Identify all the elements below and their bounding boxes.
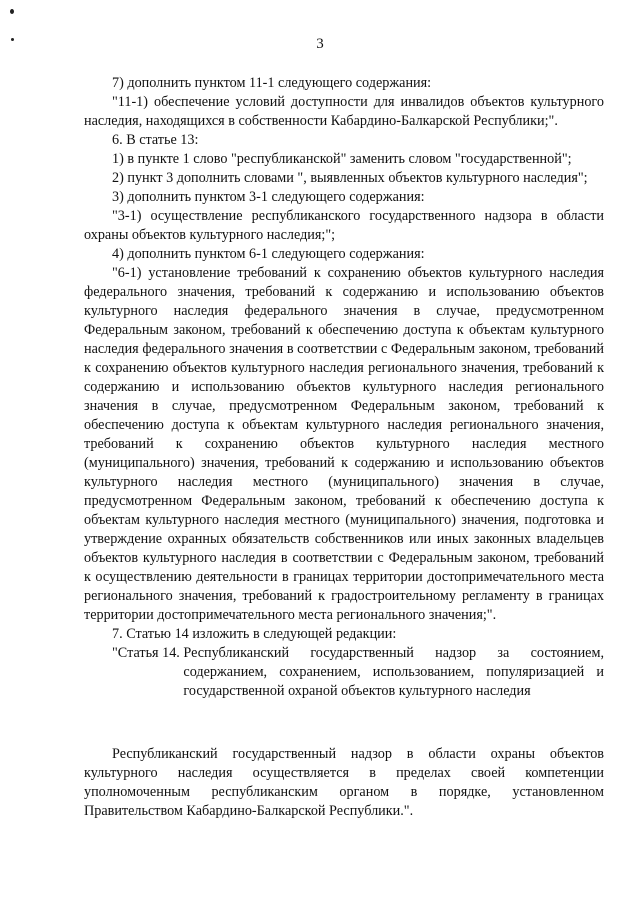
page-number: 3	[316, 36, 324, 52]
paragraph: "11-1) обеспечение условий доступности для инвалидов объектов культурного наследия, находящихся в собственности Кабардино-Балкарской Республики;".	[84, 94, 604, 129]
scan-speck	[10, 9, 14, 14]
paragraph: 2) пункт 3 дополнить словами ", выявленных объектов культурного наследия";	[112, 170, 588, 186]
article-label: "Статья 14.	[112, 645, 184, 661]
paragraph: 4) дополнить пунктом 6-1 следующего содержания:	[112, 246, 425, 262]
paragraph: "6-1) установление требований к сохранению объектов культурного наследия федерального значения, требований к содержанию и использованию объектов культурного наследия федерального значения в случае, предусмотренном Федеральным законом, требований к обеспечению доступа к объектам культурного наследия федерального значения в соответствии с Федеральным законом, требований к сохранению объектов культурного наследия регионального значения, требований к содержанию и использованию объектов культурного наследия регионального значения в случае, предусмотренном Федеральным законом, требований к обеспечению доступа к объектам культурного наследия регионального значения, требований к сохранению объектов культурного наследия местного (муниципального) значения, требований к содержанию и использованию объектов культурного наследия местного (муниципального) значения в случае, предусмотренном Федеральным законом, требований к обеспечению доступа к объектам культурного наследия местного (муниципального) значения, подготовка и утверждение охранных обязательств собственников или иных законных владельцев объектов культурного наследия в соответствии с Федеральным законом, требований к осуществлению деятельности в границах территории достопримечательного места регионального значения, требований к градостроительному регламенту в границах территории достопримечательного места регионального значения;".	[84, 265, 604, 623]
paragraph: 3) дополнить пунктом 3-1 следующего содержания:	[112, 189, 425, 205]
paragraph: 7) дополнить пунктом 11-1 следующего содержания:	[112, 75, 432, 91]
article-heading	[112, 644, 604, 701]
spacer	[84, 701, 604, 745]
paragraph: 1) в пункте 1 слово "республиканской" заменить словом "государственной";	[112, 151, 572, 167]
closing-paragraph: Республиканский государственный надзор в области охраны объектов культурного наследия осуществляется в пределах своей компетенции уполномоченным республиканским органом в порядке, установленном Правительством Кабардино-Балкарской Республики.".	[84, 746, 604, 819]
document-body	[84, 74, 604, 821]
paragraph: 6. В статье 13:	[112, 132, 199, 148]
article-title: Республиканский государственный надзор за состоянием, содержанием, сохранением, использованием, популяризацией и государственной охраной объектов культурного наследия	[183, 645, 604, 699]
paragraph: 7. Статью 14 изложить в следующей редакции:	[112, 626, 397, 642]
paragraph: "3-1) осуществление республиканского государственного надзора в области охраны объектов культурного наследия;";	[84, 208, 604, 243]
